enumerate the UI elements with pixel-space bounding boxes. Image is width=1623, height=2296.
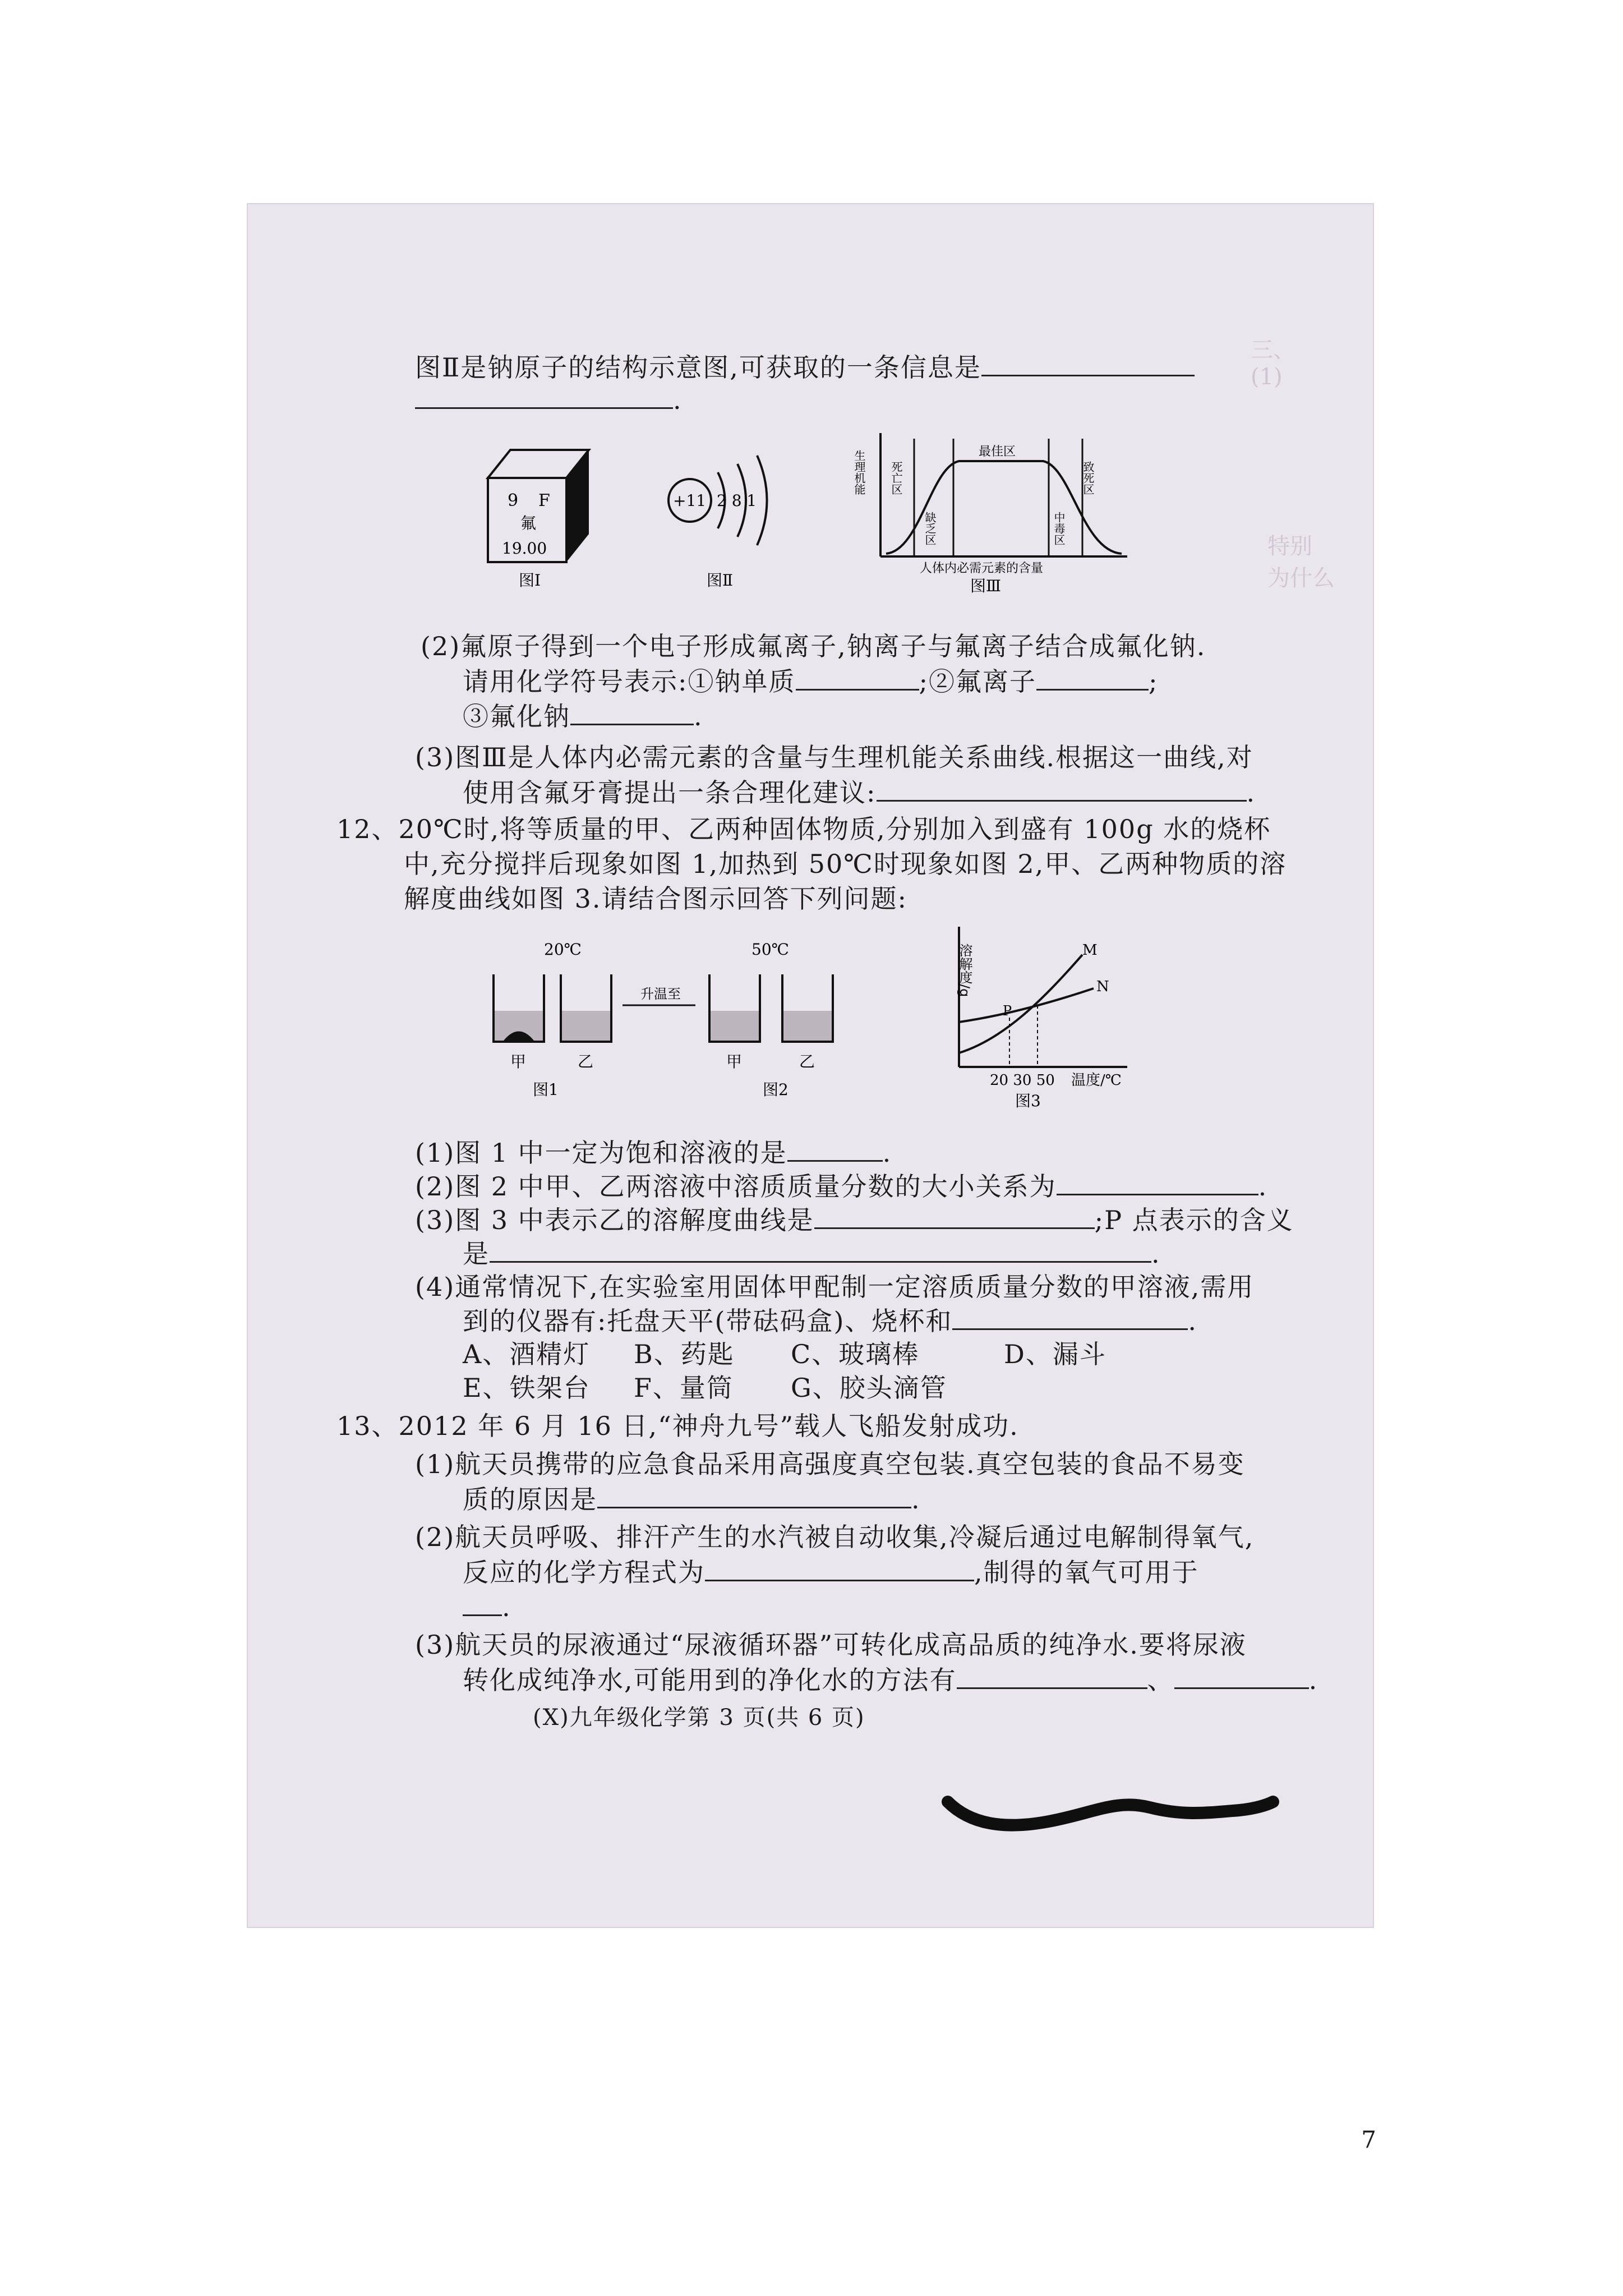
- bleed-text: 三、 (1): [1251, 337, 1295, 390]
- q11-p3-line2: 使用含氟牙膏提出一条合理化建议: .: [463, 775, 1256, 809]
- option-f: F、量筒: [634, 1373, 734, 1403]
- fig2-caption-q12: 图2: [763, 1080, 789, 1099]
- q12-s4-line2: 到的仪器有:托盘天平(带砝码盒)、烧杯和 .: [463, 1304, 1197, 1338]
- q13-line1: 13、2012 年 6 月 16 日,“神舟九号”载人飞船发射成功.: [336, 1411, 1019, 1441]
- q13-p3-line2: 转化成纯净水,可能用到的净化水的方法有 、 .: [463, 1663, 1318, 1697]
- fig2-caption: 图Ⅱ: [707, 571, 734, 590]
- q13-p2-line2: 反应的化学方程式为 ,制得的氧气可用于: [463, 1555, 1199, 1589]
- beaker-yi-50: [782, 974, 833, 1042]
- q11-intro-blank: .: [415, 383, 683, 417]
- scanned-exam-sheet: [247, 203, 1374, 1928]
- zone-toxic: 中毒区: [1052, 512, 1066, 545]
- zone-lethal: 致死区: [1081, 461, 1095, 495]
- option-g: G、胶头滴管: [791, 1373, 947, 1403]
- option-c: C、玻璃棒: [791, 1339, 920, 1369]
- zone-death: 死亡区: [889, 461, 903, 495]
- element-content-curve: [852, 427, 1150, 596]
- q13-p1-line2: 质的原因是 .: [463, 1482, 921, 1516]
- fig1-caption: 图Ⅰ: [519, 571, 541, 590]
- label-jia-1: 甲: [510, 1052, 527, 1071]
- ink-scribble: [937, 1768, 1284, 1847]
- zone-deficient: 缺乏区: [923, 512, 937, 545]
- element-name: 氟: [520, 514, 537, 532]
- q12-s3-cont: 是 .: [463, 1236, 1161, 1271]
- fig3-caption-q12: 图3: [1015, 1092, 1041, 1110]
- page-number: 7: [1361, 2126, 1376, 2154]
- q12-line2: 中,充分搅拌后现象如图 1,加热到 50℃时现象如图 2,甲、乙两种物质的溶: [404, 849, 1287, 879]
- element-symbol: F: [538, 491, 550, 510]
- q13-p2-line1: (2)航天员呼吸、排汗产生的水汽被自动收集,冷凝后通过电解制得氧气,: [415, 1522, 1255, 1552]
- q12-s1: (1)图 1 中一定为饱和溶液的是 .: [415, 1135, 892, 1170]
- nucleus-charge: +11: [673, 491, 707, 510]
- atomic-mass: 19.00: [502, 539, 547, 558]
- q11-p2-line2: 请用化学符号表示:①钠单质 ;②氟离子 ;: [463, 664, 1159, 698]
- point-P: P: [1003, 1003, 1012, 1019]
- q13-p1-line1: (1)航天员携带的应急食品采用高强度真空包装.真空包装的食品不易变: [415, 1449, 1245, 1479]
- x-ticks: 20 30 50: [990, 1072, 1055, 1089]
- q12-line1: 12、20℃时,将等质量的甲、乙两种固体物质,分别加入到盛有 100g 水的烧杯: [336, 814, 1271, 844]
- q11-p2-line1: (2)氟原子得到一个电子形成氟离子,钠离子与氟离子结合成氟化钠.: [421, 631, 1206, 661]
- beaker-jia-50: [709, 974, 760, 1042]
- fig3-caption: 图Ⅲ: [970, 577, 1002, 595]
- fig3-ylabel: 生理机能: [852, 450, 866, 495]
- q11-intro: 图Ⅱ是钠原子的结构示意图,可获取的一条信息是: [415, 350, 1195, 384]
- option-a: A、酒精灯: [463, 1339, 591, 1369]
- option-b: B、药匙: [634, 1339, 735, 1369]
- atomic-number: 9: [508, 491, 519, 510]
- temp-20: 20℃: [544, 940, 582, 959]
- solubility-ylabel: 溶解度/g: [957, 944, 972, 997]
- option-d: D、漏斗: [1004, 1339, 1106, 1369]
- fig3-xlabel: 人体内必需元素的含量: [920, 562, 1044, 576]
- q12-s2: (2)图 2 中甲、乙两溶液中溶质质量分数的大小关系为 .: [415, 1169, 1267, 1203]
- sodium-atom-diagram: [651, 439, 796, 590]
- q13-p3-line1: (3)航天员的尿液通过“尿液循环器”可转化成高品质的纯净水.要将尿液: [415, 1630, 1247, 1660]
- q12-s4-line1: (4)通常情况下,在实验室用固体甲配制一定溶质质量分数的甲溶液,需用: [415, 1272, 1255, 1302]
- label-M: M: [1082, 942, 1098, 959]
- temp-50: 50℃: [751, 940, 789, 959]
- beaker-jia-20: [494, 974, 544, 1042]
- fluorine-element-card: [482, 439, 606, 590]
- electron-shells: 2 8 1: [717, 491, 757, 510]
- solubility-curve: [937, 921, 1150, 1117]
- q13-p2-line3: .: [463, 1590, 511, 1624]
- label-yi-1: 乙: [578, 1052, 594, 1071]
- beaker-yi-20: [561, 974, 611, 1042]
- label-N: N: [1096, 978, 1109, 995]
- bleed-text: 特别 为什么: [1267, 533, 1335, 591]
- label-jia-2: 甲: [726, 1052, 743, 1071]
- curve-N: [959, 988, 1094, 1022]
- zone-optimal: 最佳区: [979, 445, 1016, 459]
- option-e: E、铁架台: [463, 1373, 591, 1403]
- q12-s3: (3)图 3 中表示乙的溶解度曲线是 ;P 点表示的含义: [415, 1203, 1294, 1237]
- solubility-xlabel: 温度/℃: [1071, 1072, 1122, 1089]
- q11-p3-line1: (3)图Ⅲ是人体内必需元素的含量与生理机能关系曲线.根据这一曲线,对: [415, 742, 1253, 772]
- fig1-caption-q12: 图1: [533, 1080, 559, 1099]
- heat-arrow-label: 升温至: [640, 986, 681, 1002]
- curve-M: [959, 955, 1082, 1053]
- q12-line3: 解度曲线如图 3.请结合图示回答下列问题:: [404, 884, 908, 914]
- q11-p2-line3: ③氟化钠 .: [463, 699, 703, 733]
- page-footer: (X)九年级化学第 3 页(共 6 页): [533, 1705, 865, 1731]
- label-yi-2: 乙: [799, 1052, 815, 1071]
